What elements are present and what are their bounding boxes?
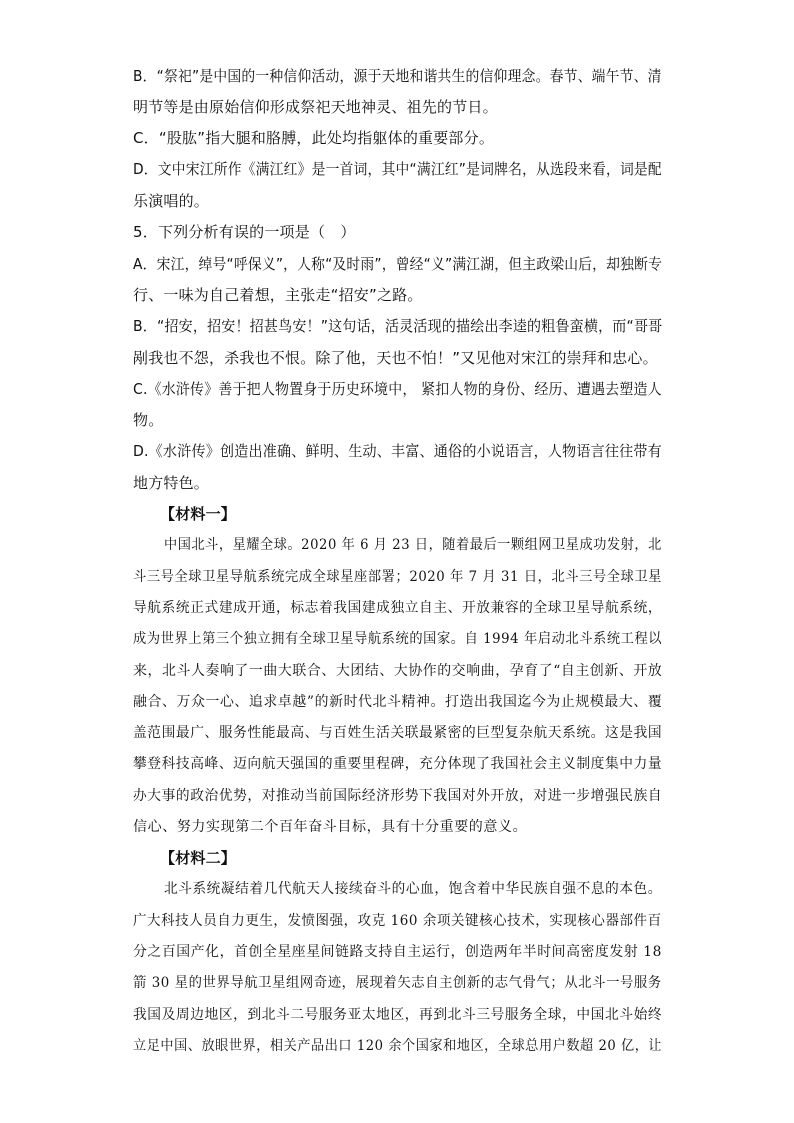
q4-option-d-line2: 乐演唱的。 [133,192,210,210]
material-1-line: 导航系统正式建成开通，标志着我国建成独立自主、开放兼容的全球卫星导航系统， [133,600,663,616]
q5-option-a-line2: 行、一味为自己着想，主张走“招安”之路。 [133,286,423,304]
q5-option-d-line1: D.《水浒传》创造出准确、鲜明、生动、丰富、通俗的小说语言，人物语言往往带有 [133,442,662,460]
material-2-heading: 【材料二】 [160,849,237,867]
material-1-line: 成为世界上第三个独立拥有全球卫星导航系统的国家。自 1994 年启动北斗系统工程以 [133,631,663,647]
material-1-line: 办大事的政治优势，对推动当前国际经济形势下我国对外开放，对进一步增强民族自 [133,788,663,804]
material-2-line: 我国及周边地区，到北斗二号服务亚太地区，再到北斗三号服务全球，中国北斗始终 [133,1007,663,1023]
q5-option-a-line1: A．宋江，绰号“呼保义”，人称“及时雨”，曾经“义”满江湖，但主政梁山后，却独断专 [133,255,663,273]
q4-option-d-line1: D．文中宋江所作《满江红》是一首词，其中“满江红”是词牌名，从选段来看，词是配 [133,160,662,178]
q4-option-b-line2: 明节等是由原始信仰形成祭祀天地神灵、祖先的节日。 [133,98,498,116]
material-2-line: 分之百国产化，首创全星座星间链路支持自主运行，创造两年半时间高密度发射 18 [133,944,663,960]
q5-option-b-line2: 剐我也不怨，杀我也不恨。除了他，天也不怕！”又见他对宋江的崇拜和忠心。 [133,349,658,367]
q5-option-d-line2: 地方特色。 [133,474,210,492]
q5-option-c-line2: 物。 [133,411,164,429]
material-1-heading: 【材料一】 [160,505,237,523]
material-2-line: 北斗系统凝结着几代航天人接续奋斗的心血，饱含着中华民族自强不息的本色。 [164,881,663,897]
material-1-line: 来，北斗人奏响了一曲大联合、大团结、大协作的交响曲，孕育了“自主创新、开放 [133,663,663,679]
q5-option-c-line1: C.《水浒传》善于把人物置身于历史环境中， 紧扣人物的身份、经历、遭遇去塑造人 [133,380,662,398]
q5-stem: 5．下列分析有误的一项是（ ） [133,223,356,241]
material-1-line: 斗三号全球卫星导航系统完成全球星座部署；2020 年 7 月 31 日，北斗三号全球卫星 [133,569,662,585]
material-2-line: 箭 30 星的世界导航卫星组网奇迹，展现着矢志自主创新的志气骨气；从北斗一号服务 [133,975,662,991]
material-1-line: 中国北斗，星耀全球。2020 年 6 月 23 日，随着最后一颗组网卫星成功发射，北 [164,537,662,553]
q4-option-b-line1: B．“祭祀”是中国的一种信仰活动，源于天地和谐共生的信仰理念。春节、端午节、清 [133,67,662,85]
material-2-line: 立足中国、放眼世界，相关产品出口 120 余个国家和地区，全球总用户数超 20 亿，让 [133,1038,663,1054]
material-2-line: 广大科技人员自力更生，发愤图强，攻克 160 余项关键核心技术，实现核心器部件百 [133,913,662,929]
material-1-line: 融合、万众一心、追求卓越”的新时代北斗精神。打造出我国迄今为止规模最大、覆 [133,694,663,710]
q5-option-b-line1: B．“招安，招安！招甚鸟安！”这句话，活灵活现的描绘出李逵的粗鲁蛮横，而“哥哥 [133,317,663,335]
q4-option-c: C．“股肱”指大腿和胳膊，此处均指躯体的重要部分。 [133,129,495,147]
material-1-line: 盖范围最广、服务性能最高、与百姓生活关联最紧密的巨型复杂航天系统。这是我国 [133,725,663,741]
material-1-line: 攀登科技高峰、迈向航天强国的重要里程碑，充分体现了我国社会主义制度集中力量 [133,756,663,772]
material-1-line: 信心、努力实现第二个百年奋斗目标，具有十分重要的意义。 [133,819,528,835]
